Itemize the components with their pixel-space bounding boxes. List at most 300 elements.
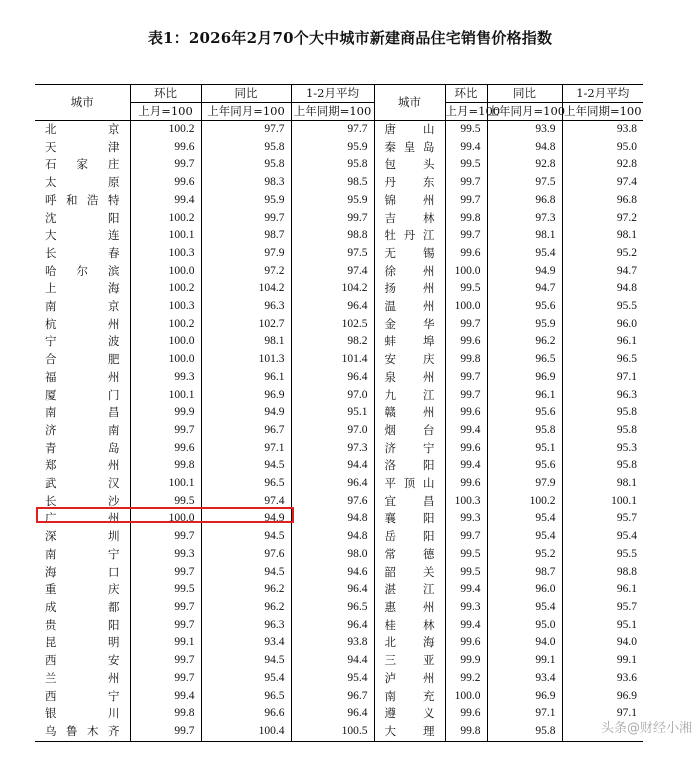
yoy-value: 95.6 [487, 404, 562, 422]
city-name: 岳阳 [374, 528, 445, 546]
avg-value: 95.4 [562, 528, 643, 546]
city-name: 安庆 [374, 351, 445, 369]
avg-value: 96.4 [291, 298, 374, 316]
avg-value: 96.1 [562, 333, 643, 351]
mom-value: 99.5 [445, 280, 487, 298]
table-row [35, 457, 643, 475]
yoy-value: 95.8 [201, 139, 291, 157]
table-row [35, 227, 643, 245]
avg-value: 102.5 [291, 316, 374, 334]
yoy-value: 100.4 [201, 723, 291, 741]
mom-value: 99.4 [445, 139, 487, 157]
city-name: 牡丹江 [374, 227, 445, 245]
yoy-value: 96.1 [487, 387, 562, 405]
avg-value: 95.4 [291, 670, 374, 688]
avg-value: 98.1 [562, 227, 643, 245]
mom-value: 99.7 [130, 670, 201, 688]
city-name: 南昌 [45, 405, 120, 420]
city-name: 宁波 [45, 334, 120, 349]
city-name: 南充 [374, 688, 445, 706]
yoy-value: 95.6 [487, 457, 562, 475]
city-name: 无锡 [374, 245, 445, 263]
mom-value: 99.8 [445, 210, 487, 228]
table-row [35, 404, 643, 422]
mom-value: 99.3 [445, 510, 487, 528]
table-row [35, 634, 643, 652]
city-name: 石家庄 [45, 157, 120, 172]
avg-value: 98.5 [291, 174, 374, 192]
mom-value: 99.8 [445, 723, 487, 741]
table-row [35, 351, 643, 369]
watermark: 头条@财经小湘 [600, 721, 692, 736]
yoy-value: 98.1 [201, 333, 291, 351]
table-row [35, 298, 643, 316]
yoy-value: 95.9 [487, 316, 562, 334]
yoy-value: 94.5 [201, 652, 291, 670]
mom-value: 99.7 [130, 723, 201, 741]
avg-value: 94.0 [562, 634, 643, 652]
table-row [35, 333, 643, 351]
header-yoy-base-right: 上年同月=100 [487, 103, 562, 121]
city-name: 金华 [374, 316, 445, 334]
avg-value: 95.8 [562, 422, 643, 440]
mom-value: 99.6 [130, 174, 201, 192]
yoy-value: 96.3 [201, 298, 291, 316]
city-name: 深圳 [45, 529, 120, 544]
table-row [35, 139, 643, 157]
city-name: 兰州 [45, 670, 120, 685]
city-name: 唐山 [374, 121, 445, 139]
yoy-value: 97.6 [201, 546, 291, 564]
yoy-value: 100.2 [487, 493, 562, 511]
avg-value: 92.8 [562, 156, 643, 174]
yoy-value: 94.5 [201, 457, 291, 475]
table-row [35, 387, 643, 405]
yoy-value: 96.7 [201, 422, 291, 440]
city-name: 丹东 [374, 174, 445, 192]
mom-value: 99.9 [130, 404, 201, 422]
table-row [35, 422, 643, 440]
avg-value: 96.5 [291, 599, 374, 617]
avg-value: 95.8 [562, 457, 643, 475]
avg-value: 104.2 [291, 280, 374, 298]
mom-value: 100.0 [445, 688, 487, 706]
yoy-value: 97.1 [201, 440, 291, 458]
mom-value: 99.6 [445, 475, 487, 493]
table-row [35, 316, 643, 334]
yoy-value: 101.3 [201, 351, 291, 369]
mom-value: 99.7 [445, 528, 487, 546]
city-name: 徐州 [374, 263, 445, 281]
header-yoy-base-left: 上年同月=100 [201, 103, 291, 121]
city-name: 武汉 [45, 476, 120, 491]
yoy-value: 95.9 [201, 192, 291, 210]
avg-value: 96.4 [291, 475, 374, 493]
city-name: 秦皇岛 [374, 139, 445, 157]
avg-value: 97.1 [562, 369, 643, 387]
avg-value: 97.2 [562, 210, 643, 228]
avg-value: 94.7 [562, 263, 643, 281]
yoy-value: 94.9 [487, 263, 562, 281]
city-name: 洛阳 [374, 457, 445, 475]
city-name: 呼和浩特 [45, 192, 120, 207]
table-row [35, 688, 643, 706]
yoy-value: 96.6 [201, 705, 291, 723]
avg-value: 97.4 [562, 174, 643, 192]
header-avg-base-right: 上年同期=100 [562, 103, 643, 121]
avg-value: 95.8 [562, 404, 643, 422]
city-name: 西宁 [45, 688, 120, 703]
yoy-value: 96.3 [201, 617, 291, 635]
avg-value: 96.3 [562, 387, 643, 405]
yoy-value: 95.4 [201, 670, 291, 688]
yoy-value: 97.7 [201, 121, 291, 139]
yoy-value: 94.8 [487, 139, 562, 157]
avg-value: 96.4 [291, 581, 374, 599]
yoy-value: 94.5 [201, 528, 291, 546]
city-name: 北海 [374, 634, 445, 652]
avg-value: 97.7 [291, 121, 374, 139]
avg-value: 95.7 [562, 599, 643, 617]
yoy-value: 97.9 [487, 475, 562, 493]
avg-value: 96.4 [291, 617, 374, 635]
city-name: 贵阳 [45, 617, 120, 632]
mom-value: 100.1 [130, 227, 201, 245]
price-index-table [35, 84, 643, 742]
city-name: 北京 [45, 122, 120, 136]
mom-value: 100.2 [130, 316, 201, 334]
city-name: 大连 [45, 228, 120, 243]
city-name: 锦州 [374, 192, 445, 210]
mom-value: 99.3 [130, 369, 201, 387]
mom-value: 100.3 [130, 298, 201, 316]
table-row [35, 564, 643, 582]
avg-value: 96.5 [562, 351, 643, 369]
table-row [35, 599, 643, 617]
avg-value: 95.8 [291, 156, 374, 174]
mom-value: 100.0 [445, 298, 487, 316]
table-row [35, 210, 643, 228]
table-row [35, 369, 643, 387]
mom-value: 99.6 [445, 404, 487, 422]
header-yoy-right: 同比 [487, 85, 562, 103]
yoy-value: 96.2 [487, 333, 562, 351]
city-name: 昆明 [45, 635, 120, 650]
avg-value: 93.8 [291, 634, 374, 652]
avg-value: 95.9 [291, 139, 374, 157]
city-name: 沈阳 [45, 210, 120, 225]
avg-value: 97.0 [291, 387, 374, 405]
yoy-value: 104.2 [201, 280, 291, 298]
avg-value: 94.8 [291, 510, 374, 528]
mom-value: 99.7 [445, 227, 487, 245]
table-row [35, 723, 643, 741]
avg-value: 95.5 [562, 546, 643, 564]
avg-value: 94.4 [291, 457, 374, 475]
yoy-value: 94.9 [201, 404, 291, 422]
avg-value: 96.1 [562, 581, 643, 599]
table-row [35, 121, 643, 139]
city-name: 哈尔滨 [45, 263, 120, 278]
avg-value: 94.8 [291, 528, 374, 546]
avg-value: 97.5 [291, 245, 374, 263]
yoy-value: 93.9 [487, 121, 562, 139]
yoy-value: 95.8 [487, 723, 562, 741]
city-name: 天津 [45, 139, 120, 154]
city-name: 包头 [374, 156, 445, 174]
avg-value: 96.8 [562, 192, 643, 210]
mom-value: 99.5 [445, 546, 487, 564]
header-mom-left: 环比 [130, 85, 201, 103]
mom-value: 100.0 [130, 510, 201, 528]
city-name: 郑州 [45, 458, 120, 473]
yoy-value: 96.5 [201, 475, 291, 493]
avg-value: 96.9 [562, 688, 643, 706]
city-name: 济南 [45, 422, 120, 437]
city-name: 济宁 [374, 440, 445, 458]
mom-value: 99.6 [445, 634, 487, 652]
city-name: 吉林 [374, 210, 445, 228]
mom-value: 99.9 [445, 652, 487, 670]
yoy-value: 95.1 [487, 440, 562, 458]
avg-value: 99.7 [291, 210, 374, 228]
yoy-value: 96.1 [201, 369, 291, 387]
table-row [35, 705, 643, 723]
avg-value: 93.6 [562, 670, 643, 688]
yoy-value: 96.2 [201, 599, 291, 617]
mom-value: 99.7 [130, 528, 201, 546]
yoy-value: 97.5 [487, 174, 562, 192]
city-name: 长春 [45, 245, 120, 260]
table-row [35, 263, 643, 281]
city-name: 蚌埠 [374, 333, 445, 351]
mom-value: 99.4 [445, 581, 487, 599]
yoy-value: 97.1 [487, 705, 562, 723]
avg-value: 100.1 [562, 493, 643, 511]
yoy-value: 94.0 [487, 634, 562, 652]
mom-value: 99.8 [445, 351, 487, 369]
mom-value: 99.5 [130, 581, 201, 599]
table-row [35, 156, 643, 174]
mom-value: 99.4 [130, 688, 201, 706]
city-name: 惠州 [374, 599, 445, 617]
table-row [35, 510, 643, 528]
mom-value: 99.7 [445, 387, 487, 405]
mom-value: 99.5 [130, 493, 201, 511]
yoy-value: 95.4 [487, 599, 562, 617]
city-name: 桂林 [374, 617, 445, 635]
yoy-value: 96.2 [201, 581, 291, 599]
city-name: 温州 [374, 298, 445, 316]
city-name: 遵义 [374, 705, 445, 723]
mom-value: 100.1 [130, 387, 201, 405]
table-row [35, 280, 643, 298]
header-city-left: 城市 [35, 85, 130, 121]
table-row [35, 528, 643, 546]
avg-value: 96.4 [291, 705, 374, 723]
mom-value: 99.6 [130, 139, 201, 157]
yoy-value: 93.4 [201, 634, 291, 652]
avg-value: 97.6 [291, 493, 374, 511]
table-row [35, 617, 643, 635]
yoy-value: 98.7 [487, 564, 562, 582]
mom-value: 99.6 [445, 705, 487, 723]
yoy-value: 94.9 [201, 510, 291, 528]
avg-value: 98.8 [291, 227, 374, 245]
avg-value: 101.4 [291, 351, 374, 369]
city-name: 湛江 [374, 581, 445, 599]
city-name: 常德 [374, 546, 445, 564]
header-avg-left: 1-2月平均 [291, 85, 374, 103]
yoy-value: 97.9 [201, 245, 291, 263]
table-row [35, 670, 643, 688]
city-name: 长沙 [45, 493, 120, 508]
city-name: 宜昌 [374, 493, 445, 511]
yoy-value: 98.1 [487, 227, 562, 245]
header-avg-right: 1-2月平均 [562, 85, 643, 103]
city-name: 海口 [45, 564, 120, 579]
avg-value: 94.4 [291, 652, 374, 670]
avg-value: 94.8 [562, 280, 643, 298]
yoy-value: 95.6 [487, 298, 562, 316]
yoy-value: 95.2 [487, 546, 562, 564]
city-name: 福州 [45, 369, 120, 384]
yoy-value: 96.9 [487, 369, 562, 387]
yoy-value: 95.4 [487, 528, 562, 546]
city-name: 南京 [45, 299, 120, 314]
mom-value: 99.6 [130, 440, 201, 458]
city-name: 乌鲁木齐 [35, 723, 130, 741]
city-name: 太原 [45, 175, 120, 190]
yoy-value: 97.3 [487, 210, 562, 228]
avg-value: 98.2 [291, 333, 374, 351]
yoy-value: 95.4 [487, 245, 562, 263]
mom-value: 99.8 [130, 705, 201, 723]
city-name: 南宁 [45, 546, 120, 561]
yoy-value: 99.7 [201, 210, 291, 228]
mom-value: 99.3 [445, 599, 487, 617]
header-mom-base-left: 上月=100 [130, 103, 201, 121]
header-mom-right: 环比 [445, 85, 487, 103]
city-name: 赣州 [374, 404, 445, 422]
mom-value: 100.0 [130, 333, 201, 351]
avg-value: 98.8 [562, 564, 643, 582]
avg-value: 95.7 [562, 510, 643, 528]
header-yoy-left: 同比 [201, 85, 291, 103]
avg-value: 95.5 [562, 298, 643, 316]
city-name: 韶关 [374, 564, 445, 582]
table-row [35, 652, 643, 670]
mom-value: 100.2 [130, 210, 201, 228]
yoy-value: 92.8 [487, 156, 562, 174]
avg-value: 95.0 [562, 139, 643, 157]
avg-value: 95.1 [562, 617, 643, 635]
city-name: 泸州 [374, 670, 445, 688]
avg-value: 96.0 [562, 316, 643, 334]
yoy-value: 99.1 [487, 652, 562, 670]
table-row [35, 245, 643, 263]
table-row [35, 174, 643, 192]
city-name: 杭州 [45, 316, 120, 331]
avg-value: 98.1 [562, 475, 643, 493]
table-row [35, 475, 643, 493]
avg-value: 95.2 [562, 245, 643, 263]
city-name: 九江 [374, 387, 445, 405]
avg-value: 97.0 [291, 422, 374, 440]
mom-value: 100.0 [445, 263, 487, 281]
mom-value: 100.0 [130, 351, 201, 369]
page-title: 表1：2026年2月70个大中城市新建商品住宅销售价格指数 [147, 29, 553, 47]
mom-value: 99.3 [130, 546, 201, 564]
mom-value: 100.2 [130, 280, 201, 298]
city-name: 成都 [45, 599, 120, 614]
header-mom-base-right: 上月=100 [445, 103, 487, 121]
table-row [35, 546, 643, 564]
yoy-value: 97.4 [201, 493, 291, 511]
city-name: 青岛 [45, 440, 120, 455]
table-row [35, 581, 643, 599]
avg-value: 95.1 [291, 404, 374, 422]
city-name: 厦门 [45, 387, 120, 402]
header-avg-base-left: 上年同期=100 [291, 103, 374, 121]
city-name: 重庆 [45, 582, 120, 597]
avg-value: 97.1 [562, 705, 643, 723]
city-name: 广州 [45, 511, 120, 526]
yoy-value: 96.9 [201, 387, 291, 405]
yoy-value: 96.5 [201, 688, 291, 706]
yoy-value: 98.3 [201, 174, 291, 192]
yoy-value: 94.5 [201, 564, 291, 582]
mom-value: 99.6 [445, 245, 487, 263]
city-name: 泉州 [374, 369, 445, 387]
table-row [35, 440, 643, 458]
yoy-value: 102.7 [201, 316, 291, 334]
mom-value: 100.3 [445, 493, 487, 511]
city-name: 烟台 [374, 422, 445, 440]
mom-value: 99.7 [445, 369, 487, 387]
city-name: 扬州 [374, 280, 445, 298]
mom-value: 99.5 [445, 564, 487, 582]
avg-value: 96.4 [291, 369, 374, 387]
yoy-value: 93.4 [487, 670, 562, 688]
city-name: 大理 [374, 723, 445, 741]
mom-value: 99.7 [130, 617, 201, 635]
city-name: 上海 [45, 281, 120, 296]
avg-value: 95.9 [291, 192, 374, 210]
mom-value: 99.7 [130, 564, 201, 582]
yoy-value: 96.9 [487, 688, 562, 706]
mom-value: 99.6 [445, 333, 487, 351]
mom-value: 100.1 [130, 475, 201, 493]
yoy-value: 95.0 [487, 617, 562, 635]
yoy-value: 97.2 [201, 263, 291, 281]
mom-value: 99.1 [130, 634, 201, 652]
avg-value: 95.3 [562, 440, 643, 458]
avg-value: 93.8 [562, 121, 643, 139]
mom-value: 99.4 [445, 617, 487, 635]
avg-value: 98.0 [291, 546, 374, 564]
mom-value: 99.7 [130, 156, 201, 174]
city-name: 三亚 [374, 652, 445, 670]
table-row [35, 192, 643, 210]
mom-value: 99.7 [445, 192, 487, 210]
avg-value: 96.7 [291, 688, 374, 706]
avg-value: 97.3 [291, 440, 374, 458]
yoy-value: 98.7 [201, 227, 291, 245]
mom-value: 99.5 [445, 156, 487, 174]
mom-value: 99.7 [445, 174, 487, 192]
mom-value: 99.8 [130, 457, 201, 475]
